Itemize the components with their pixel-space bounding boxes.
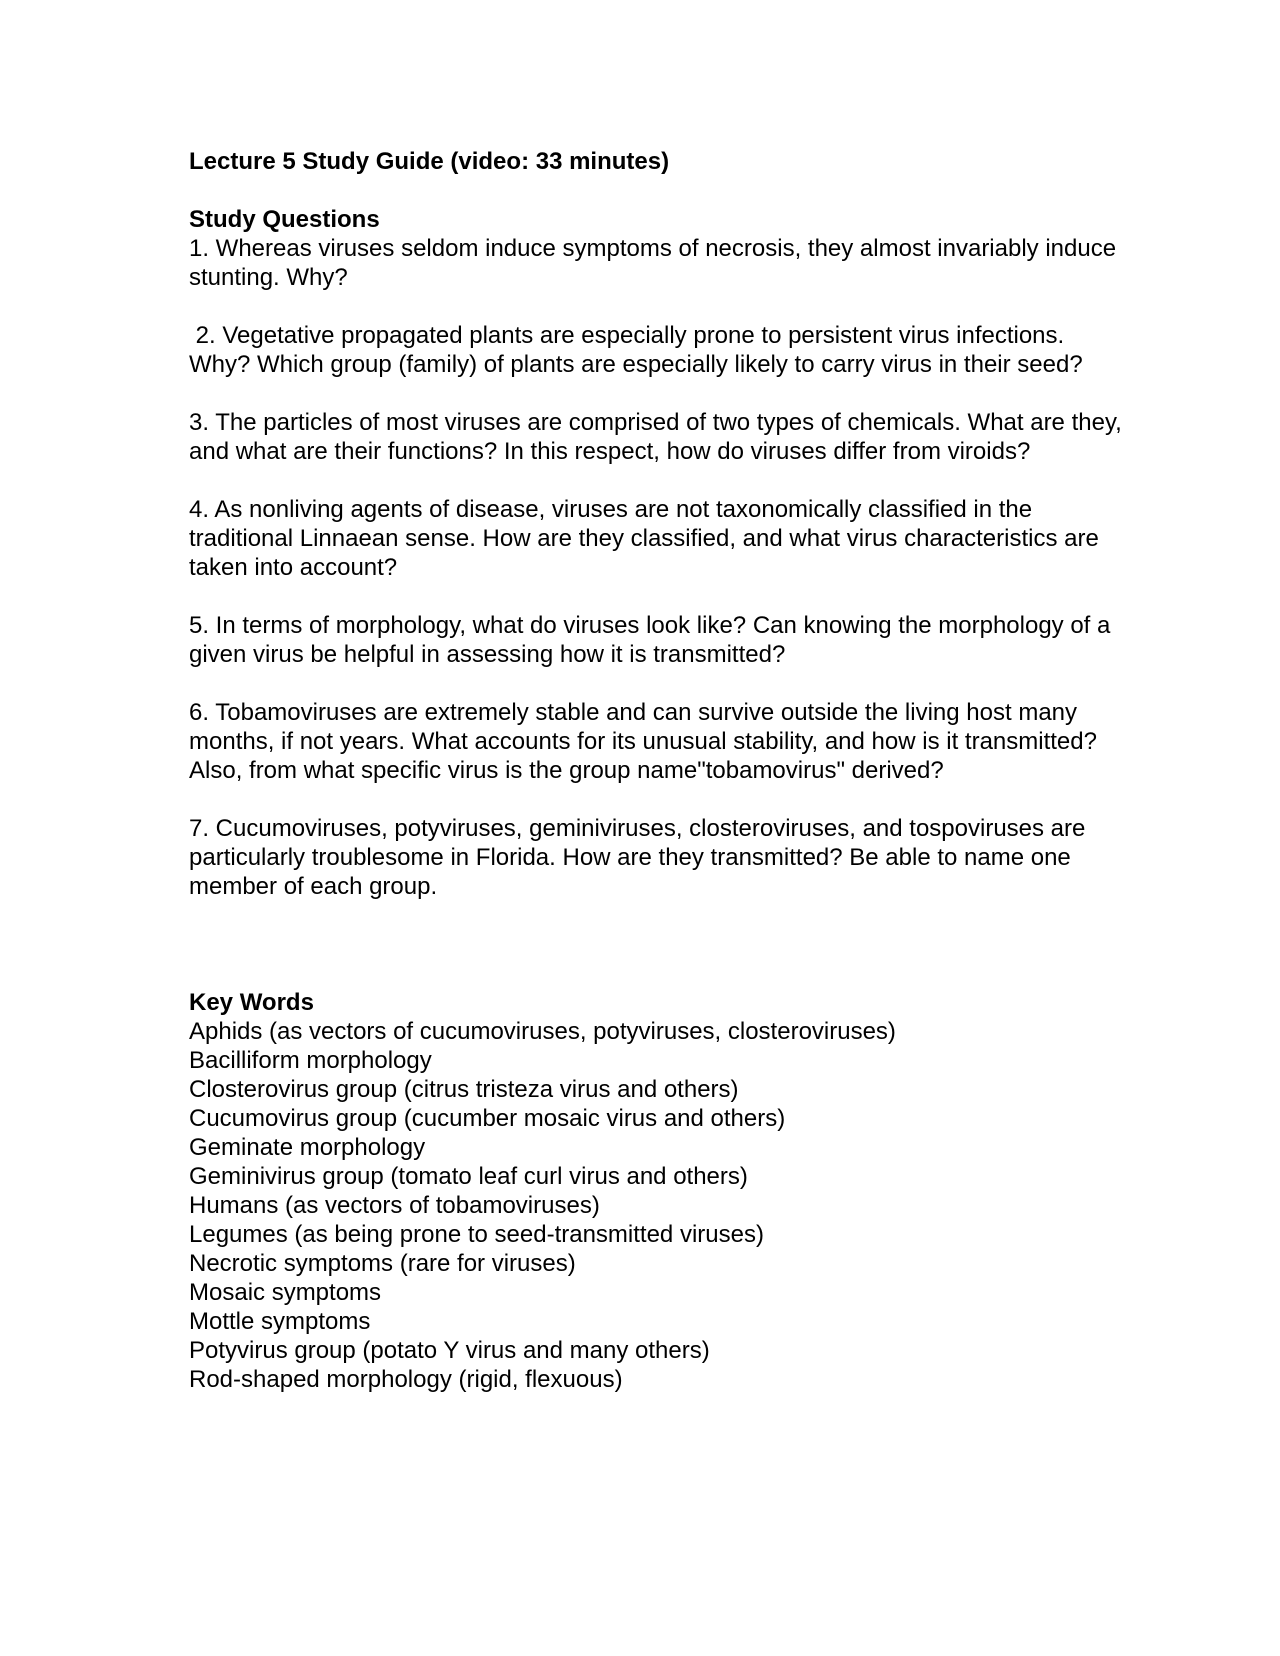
key-word-item: Rod-shaped morphology (rigid, flexuous): [189, 1366, 623, 1393]
key-word-item: Cucumovirus group (cucumber mosaic virus and others): [189, 1105, 786, 1132]
key-word-item: Closterovirus group (citrus tristeza virus and others): [189, 1076, 739, 1103]
key-word-item: Aphids (as vectors of cucumoviruses, potyviruses, closteroviruses): [189, 1018, 896, 1045]
key-word-item: Potyvirus group (potato Y virus and many others): [189, 1337, 710, 1364]
study-question-7: 7. Cucumoviruses, potyviruses, geminiviruses, closteroviruses, and tospoviruses are particularly troublesome in Florida. How are they transmitted? Be able to name one member of each group.: [189, 815, 1093, 900]
key-word-item: Legumes (as being prone to seed-transmitted viruses): [189, 1221, 764, 1248]
study-question-6: 6. Tobamoviruses are extremely stable and can survive outside the living host many months, if not years. What accounts for its unusual stability, and how is it transmitted? Also, from what specific virus is the group name"tobamovirus" derived?: [189, 699, 1103, 784]
key-words-section: [189, 988, 1129, 1394]
study-question-5: 5. In terms of morphology, what do viruses look like? Can knowing the morphology of a given virus be helpful in assessing how it is transmitted?: [189, 612, 1118, 668]
key-word-item: Necrotic symptoms (rare for viruses): [189, 1250, 576, 1277]
key-word-item: Mottle symptoms: [189, 1308, 371, 1335]
key-word-item: Mosaic symptoms: [189, 1279, 382, 1306]
study-question-3: 3. The particles of most viruses are comprised of two types of chemicals. What are they, and what are their functions? In this respect, how do viruses differ from viroids?: [189, 409, 1129, 465]
study-question-4: 4. As nonliving agents of disease, viruses are not taxonomically classified in the traditional Linnaean sense. How are they classified, and what virus characteristics are taken into account?: [189, 496, 1106, 581]
key-word-item: Geminate morphology: [189, 1134, 426, 1161]
key-word-item: Humans (as vectors of tobamoviruses): [189, 1192, 600, 1219]
study-question-1: 1. Whereas viruses seldom induce symptoms of necrosis, they almost invariably induce stunting. Why?: [189, 235, 1123, 291]
study-questions-heading: Study Questions: [189, 206, 380, 233]
key-word-item: Bacilliform morphology: [189, 1047, 432, 1074]
document-title: Lecture 5 Study Guide (video: 33 minutes): [189, 148, 670, 175]
study-question-2: 2. Vegetative propagated plants are especially prone to persistent virus infections. Why? Which group (family) of plants are especially likely to carry virus in their seed?: [189, 322, 1083, 378]
key-word-item: Geminivirus group (tomato leaf curl virus and others): [189, 1163, 748, 1190]
document-page: [189, 147, 1129, 1394]
key-words-heading: Key Words: [189, 989, 314, 1016]
study-questions-section: [189, 205, 1129, 901]
